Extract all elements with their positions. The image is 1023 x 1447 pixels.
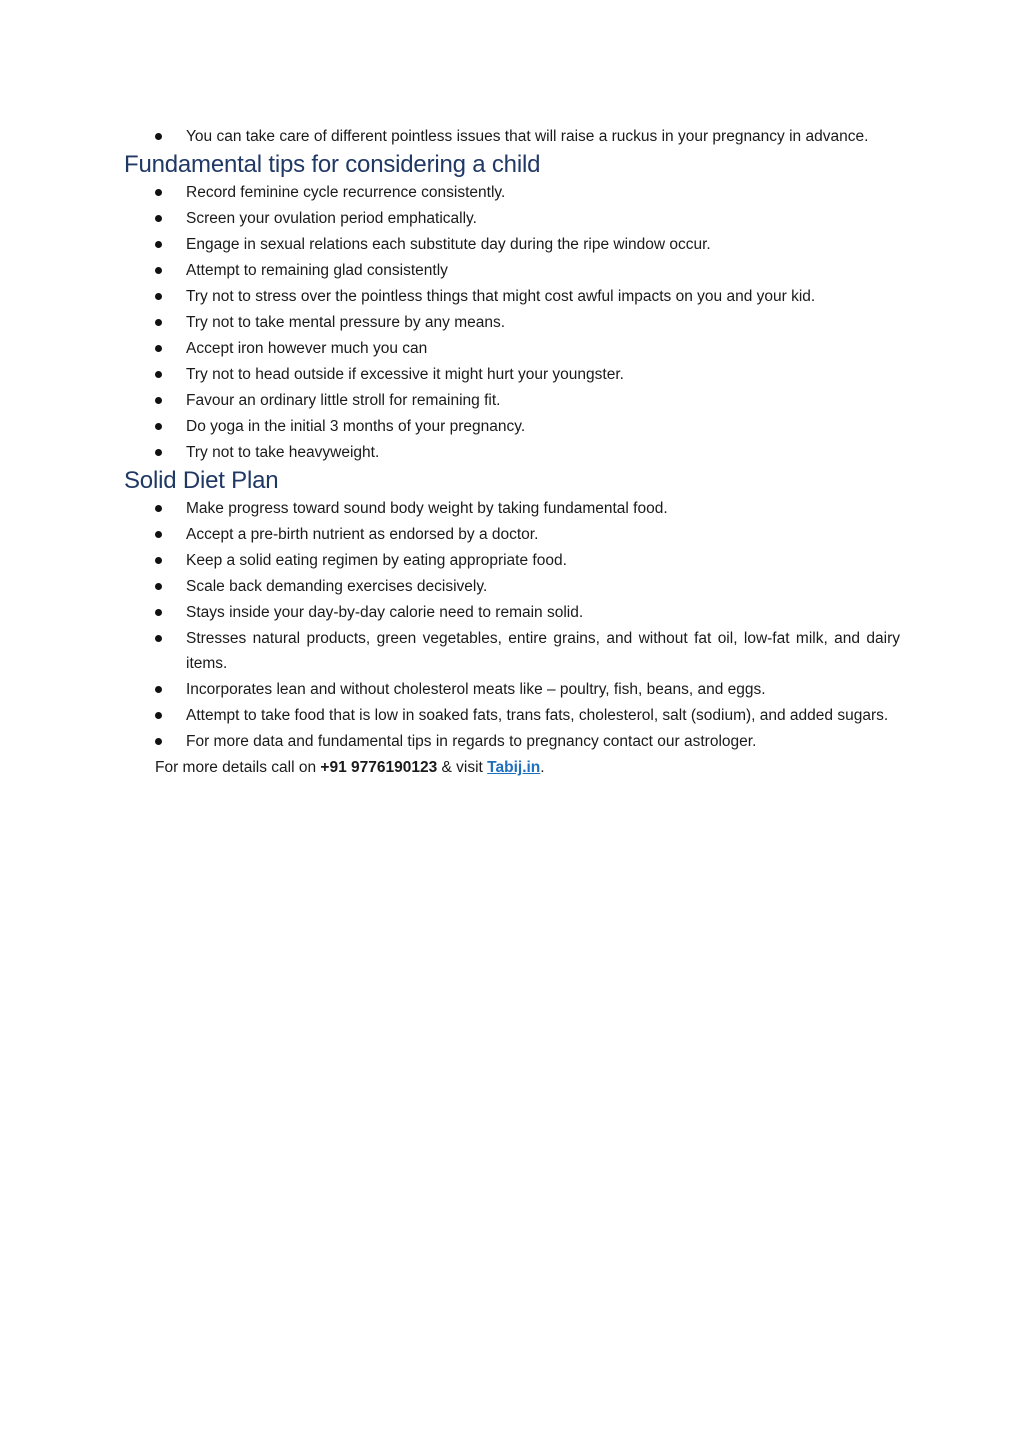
bullet-icon — [155, 423, 162, 430]
list-item — [124, 284, 900, 309]
contact-middle: & visit — [437, 759, 488, 776]
bullet-icon — [155, 635, 162, 642]
bullet-icon — [155, 293, 162, 300]
bullet-icon — [155, 241, 162, 248]
list-item — [124, 258, 900, 283]
bullet-icon — [155, 397, 162, 404]
list-item-text: Try not to head outside if excessive it might hurt your youngster. — [186, 366, 624, 383]
list-item-text: Try not to stress over the pointless things that might cost awful impacts on you and your kid. — [186, 288, 816, 305]
contact-prefix: For more details call on — [155, 759, 321, 776]
list-item — [124, 522, 900, 547]
bullet-icon — [155, 189, 162, 196]
list-item-text: Do yoga in the initial 3 months of your pregnancy. — [186, 418, 526, 435]
list-item-text: For more data and fundamental tips in regards to pregnancy contact our astrologer. — [186, 733, 757, 750]
list-item — [124, 600, 900, 625]
list-item-text: Attempt to take food that is low in soaked fats, trans fats, cholesterol, salt (sodium), and added sugars. — [186, 707, 889, 724]
bullet-icon — [155, 345, 162, 352]
list-item-text: Attempt to remaining glad consistently — [186, 262, 448, 279]
bullet-icon — [155, 215, 162, 222]
intro-list — [124, 124, 900, 149]
bullet-icon — [155, 449, 162, 456]
bullet-icon — [155, 267, 162, 274]
phone-number: +91 9776190123 — [320, 759, 438, 776]
list-item — [124, 626, 900, 676]
list-item — [124, 574, 900, 599]
list-item-text: Keep a solid eating regimen by eating appropriate food. — [186, 552, 567, 569]
list-item — [124, 729, 900, 754]
list-item — [124, 440, 900, 465]
list-item-text: Accept iron however much you can — [186, 340, 428, 357]
tips-heading: Fundamental tips for considering a child — [124, 151, 541, 178]
tips-list — [124, 180, 900, 465]
list-item — [124, 362, 900, 387]
bullet-icon — [155, 371, 162, 378]
list-item — [124, 310, 900, 335]
list-item-text: Stresses natural products, green vegetables, entire grains, and without fat oil, low-fat milk, and dairy items. — [186, 630, 900, 672]
list-item — [124, 414, 900, 439]
list-item-text: Stays inside your day-by-day calorie need to remain solid. — [186, 604, 584, 621]
bullet-icon — [155, 686, 162, 693]
bullet-icon — [155, 609, 162, 616]
list-item-text: Incorporates lean and without cholesterol meats like – poultry, fish, beans, and eggs. — [186, 681, 766, 698]
list-item-text: Accept a pre-birth nutrient as endorsed by a doctor. — [186, 526, 539, 543]
list-item — [124, 677, 900, 702]
contact-line — [124, 755, 900, 780]
list-item — [124, 336, 900, 361]
list-item-text: Scale back demanding exercises decisively. — [186, 578, 488, 595]
bullet-icon — [155, 531, 162, 538]
website-link[interactable]: Tabij.in — [487, 759, 541, 776]
bullet-icon — [155, 319, 162, 326]
bullet-icon — [155, 583, 162, 590]
contact-suffix: . — [540, 759, 545, 776]
list-item — [124, 703, 900, 728]
diet-list — [124, 496, 900, 754]
list-item — [124, 180, 900, 205]
list-item — [124, 496, 900, 521]
bullet-icon — [155, 557, 162, 564]
list-item — [124, 232, 900, 257]
list-item-text: Make progress toward sound body weight by taking fundamental food. — [186, 500, 668, 517]
bullet-icon — [155, 505, 162, 512]
list-item-text: Favour an ordinary little stroll for remaining fit. — [186, 392, 501, 409]
list-item-text: Screen your ovulation period emphatically. — [186, 210, 477, 227]
list-item-text: Try not to take heavyweight. — [186, 444, 380, 461]
list-item — [124, 124, 900, 149]
bullet-icon — [155, 133, 162, 140]
page-content — [124, 124, 900, 780]
bullet-icon — [155, 738, 162, 745]
list-item-text: Engage in sexual relations each substitute day during the ripe window occur. — [186, 236, 711, 253]
list-item-text: You can take care of different pointless issues that will raise a ruckus in your pregnancy in advance. — [186, 128, 869, 145]
list-item — [124, 388, 900, 413]
diet-heading: Solid Diet Plan — [124, 467, 279, 494]
list-item-text: Record feminine cycle recurrence consistently. — [186, 184, 506, 201]
bullet-icon — [155, 712, 162, 719]
list-item — [124, 548, 900, 573]
list-item-text: Try not to take mental pressure by any means. — [186, 314, 506, 331]
list-item — [124, 206, 900, 231]
